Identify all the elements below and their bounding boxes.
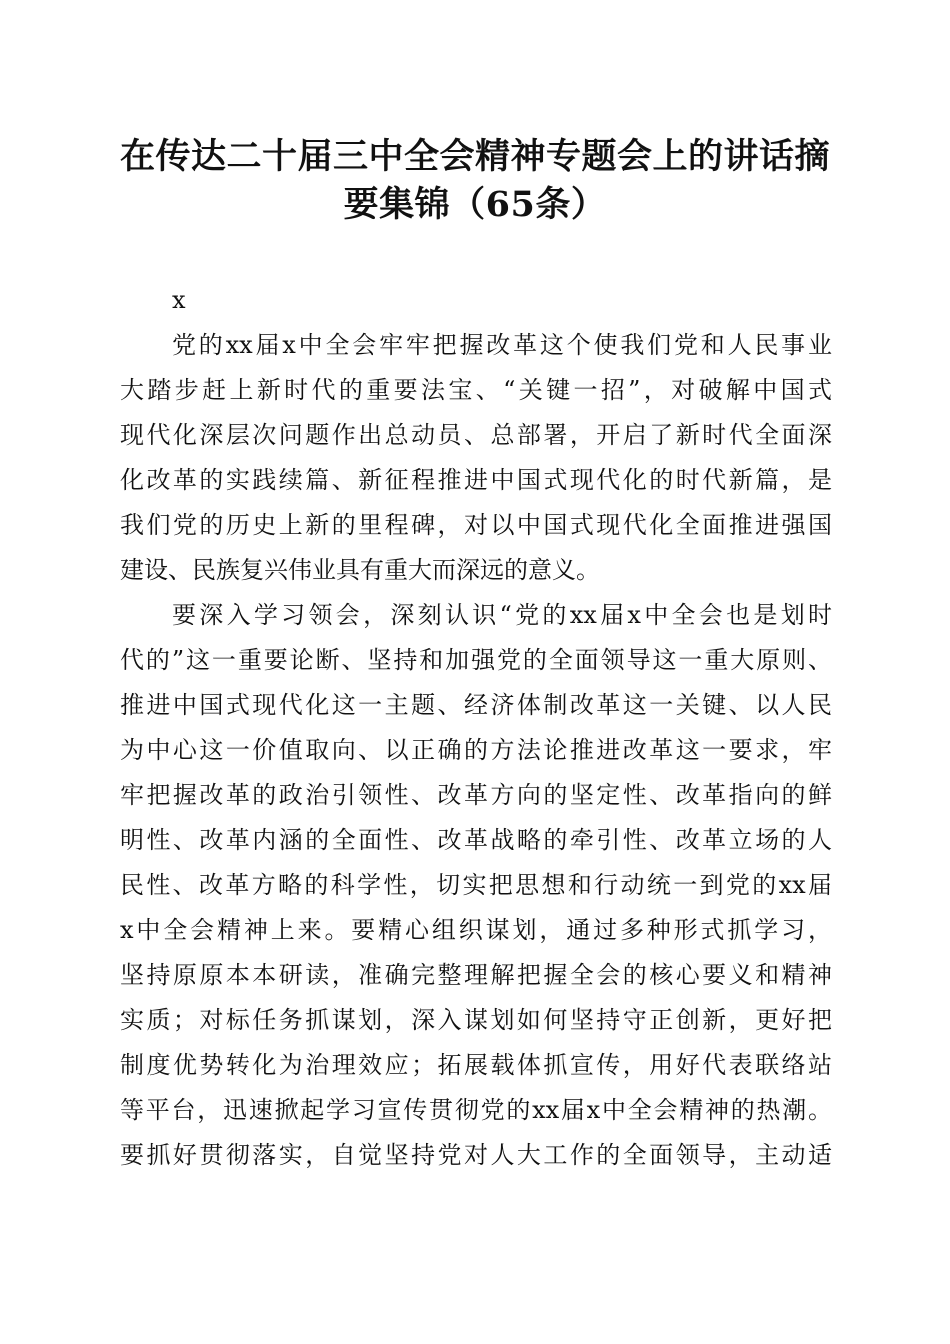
paragraph-line: 我们党的历史上新的里程碑，对以中国式现代化全面推进强国 [120,511,832,539]
paragraph-line: 推进中国式现代化这一主题、经济体制改革这一关键、以人民 [120,691,832,719]
paragraph-line: 等平台，迅速掀起学习宣传贯彻党的xx届x中全会精神的热潮。 [120,1096,832,1124]
paragraph-line: 实质；对标任务抓谋划，深入谋划如何坚持守正创新，更好把 [120,1006,832,1034]
paragraph-line: 代的”这一重要论断、坚持和加强党的全面领导这一重大原则、 [120,646,832,674]
paragraph-line: 民性、改革方略的科学性，切实把思想和行动统一到党的xx届 [120,871,832,899]
paragraph-line: 化改革的实践续篇、新征程推进中国式现代化的时代新篇，是 [120,466,832,494]
paragraph-line: 要抓好贯彻落实，自觉坚持党对人大工作的全面领导，主动适 [120,1141,832,1169]
paragraph-line: x中全会精神上来。要精心组织谋划，通过多种形式抓学习， [120,916,832,944]
heading-marker: x [172,286,186,314]
title-line-1: 在传达二十届三中全会精神专题会上的讲话摘 [119,136,830,177]
paragraph-line: 党的xx届x中全会牢牢把握改革这个使我们党和人民事业 [172,331,832,359]
paragraph-line: 建设、民族复兴伟业具有重大而深远的意义。 [120,556,600,584]
paragraph-line: 为中心这一价值取向、以正确的方法论推进改革这一要求，牢 [120,736,832,764]
paragraph-line: 牢把握改革的政治引领性、改革方向的坚定性、改革指向的鲜 [120,781,832,809]
paragraph-2 [120,597,832,1182]
paragraph-1 [120,327,832,597]
title-line-2: 要集锦（65条） [343,184,607,225]
paragraph-line: 大踏步赶上新时代的重要法宝、“关键一招”，对破解中国式 [120,376,832,404]
document-title [100,133,850,229]
document-body [120,282,832,1182]
paragraph-line: 现代化深层次问题作出总动员、总部署，开启了新时代全面深 [120,421,832,449]
paragraph-line: 明性、改革内涵的全面性、改革战略的牵引性、改革立场的人 [120,826,832,854]
paragraph-line: 制度优势转化为治理效应；拓展载体抓宣传，用好代表联络站 [120,1051,832,1079]
paragraph-line: 要深入学习领会，深刻认识“党的xx届x中全会也是划时 [172,601,832,629]
paragraph-line: 坚持原原本本研读，准确完整理解把握全会的核心要义和精神 [120,961,832,989]
